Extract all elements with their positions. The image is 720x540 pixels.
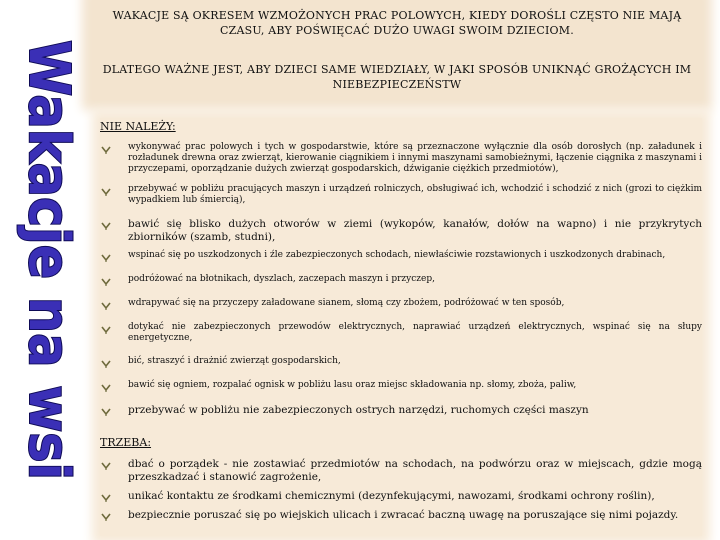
bullet-icon bbox=[100, 324, 112, 336]
list-item-text: przebywać w pobliżu nie zabezpieczonych ostrych narzędzi, ruchomych części maszyn bbox=[128, 404, 589, 416]
bullet-icon bbox=[100, 492, 112, 504]
bullet-icon bbox=[100, 511, 112, 523]
bullet-icon bbox=[100, 300, 112, 312]
bullet-icon bbox=[100, 220, 112, 232]
list-item-text: wspinać się po uszkodzonych i źle zabezpieczonych schodach, niewłaściwie rozstawionych i uszkodzonych drabinach, bbox=[128, 250, 666, 260]
list-item-text: bawić się ogniem, rozpalać ognisk w pobliżu lasu oraz miejsc składowania np. słomy, zboża, paliw, bbox=[128, 380, 577, 390]
list-item-text: wykonywać prac polowych i tych w gospodarstwie, które są przeznaczone wyłącznie dla osób dorosłych (np. załadunek i rozładunek drewna oraz zwierząt, kierowanie ciągnikiem i innymi maszynami samobieżnymi, łączenie ciągnika z maszynami i przyczepami, oporządzanie dużych zwierząt gospodarskich, dźwiganie ciężkich przedmiotów), bbox=[128, 142, 702, 174]
list-item-text: wdrapywać się na przyczepy załadowane sianem, słomą czy zbożem, podróżować w ten sposób, bbox=[128, 298, 565, 308]
list-item-text: unikać kontaktu ze środkami chemicznymi (dezynfekującymi, nawozami, środkami ochrony roślin), bbox=[128, 490, 655, 502]
list-item-text: dotykać nie zabezpieczonych przewodów elektrycznych, naprawiać urządzeń elektrycznych, wspinać się na słupy energetyczne, bbox=[128, 322, 702, 343]
header-warning: DLATEGO WAŻNE JEST, ABY DZIECI SAME WIEDZIAŁY, W JAKI SPOSÓB UNIKNĄĆ GROŻĄCYCH IM NIEBEZPIECZEŃSTW bbox=[102, 63, 692, 91]
bullet-icon bbox=[100, 406, 112, 418]
list-item-text: bić, straszyć i drażnić zwierząt gospodarskich, bbox=[128, 356, 341, 366]
bullet-icon bbox=[100, 186, 112, 198]
list-item-text: dbać o porządek - nie zostawiać przedmiotów na schodach, na podwórzu oraz w miejscach, gdzie mogą przeszkadzać i stanowić zagrożenie, bbox=[128, 458, 702, 483]
section-title-nie-nalezy: NIE NALEŻY: bbox=[100, 120, 176, 133]
bullet-icon bbox=[100, 144, 112, 156]
content-panel bbox=[100, 118, 702, 536]
list-item-text: przebywać w pobliżu pracujących maszyn i urządzeń rolniczych, obsługiwać ich, wchodzić i schodzić z nich (grozi to ciężkim wypadkiem lub śmiercią), bbox=[128, 184, 702, 205]
bullet-icon bbox=[100, 460, 112, 472]
header-box bbox=[92, 0, 702, 100]
bullet-icon bbox=[100, 276, 112, 288]
section-title-trzeba: TRZEBA: bbox=[100, 436, 152, 449]
header-intro: WAKACJE SĄ OKRESEM WZMOŻONYCH PRAC POLOWYCH, KIEDY DOROŚLI CZĘSTO NIE MAJĄ CZASU, ABY POŚWIĘCAĆ DUŻO UWAGI SWOIM DZIECIOM. bbox=[112, 9, 682, 37]
list-item-text: bezpiecznie poruszać się po wiejskich ulicach i zwracać baczną uwagę na poruszające się nimi pojazdy. bbox=[128, 509, 679, 521]
vertical-title-text: Wakacje na wsi bbox=[16, 40, 81, 524]
bullet-icon bbox=[100, 358, 112, 370]
bullet-icon bbox=[100, 382, 112, 394]
list-item-text: bawić się blisko dużych otworów w ziemi (wykopów, kanałów, dołów na wapno) i nie przykrytych zbiorników (szamb, studni), bbox=[128, 218, 702, 243]
list-item-text: podróżować na błotnikach, dyszlach, zaczepach maszyn i przyczep, bbox=[128, 274, 435, 284]
vertical-title bbox=[0, 0, 95, 540]
bullet-icon bbox=[100, 252, 112, 264]
